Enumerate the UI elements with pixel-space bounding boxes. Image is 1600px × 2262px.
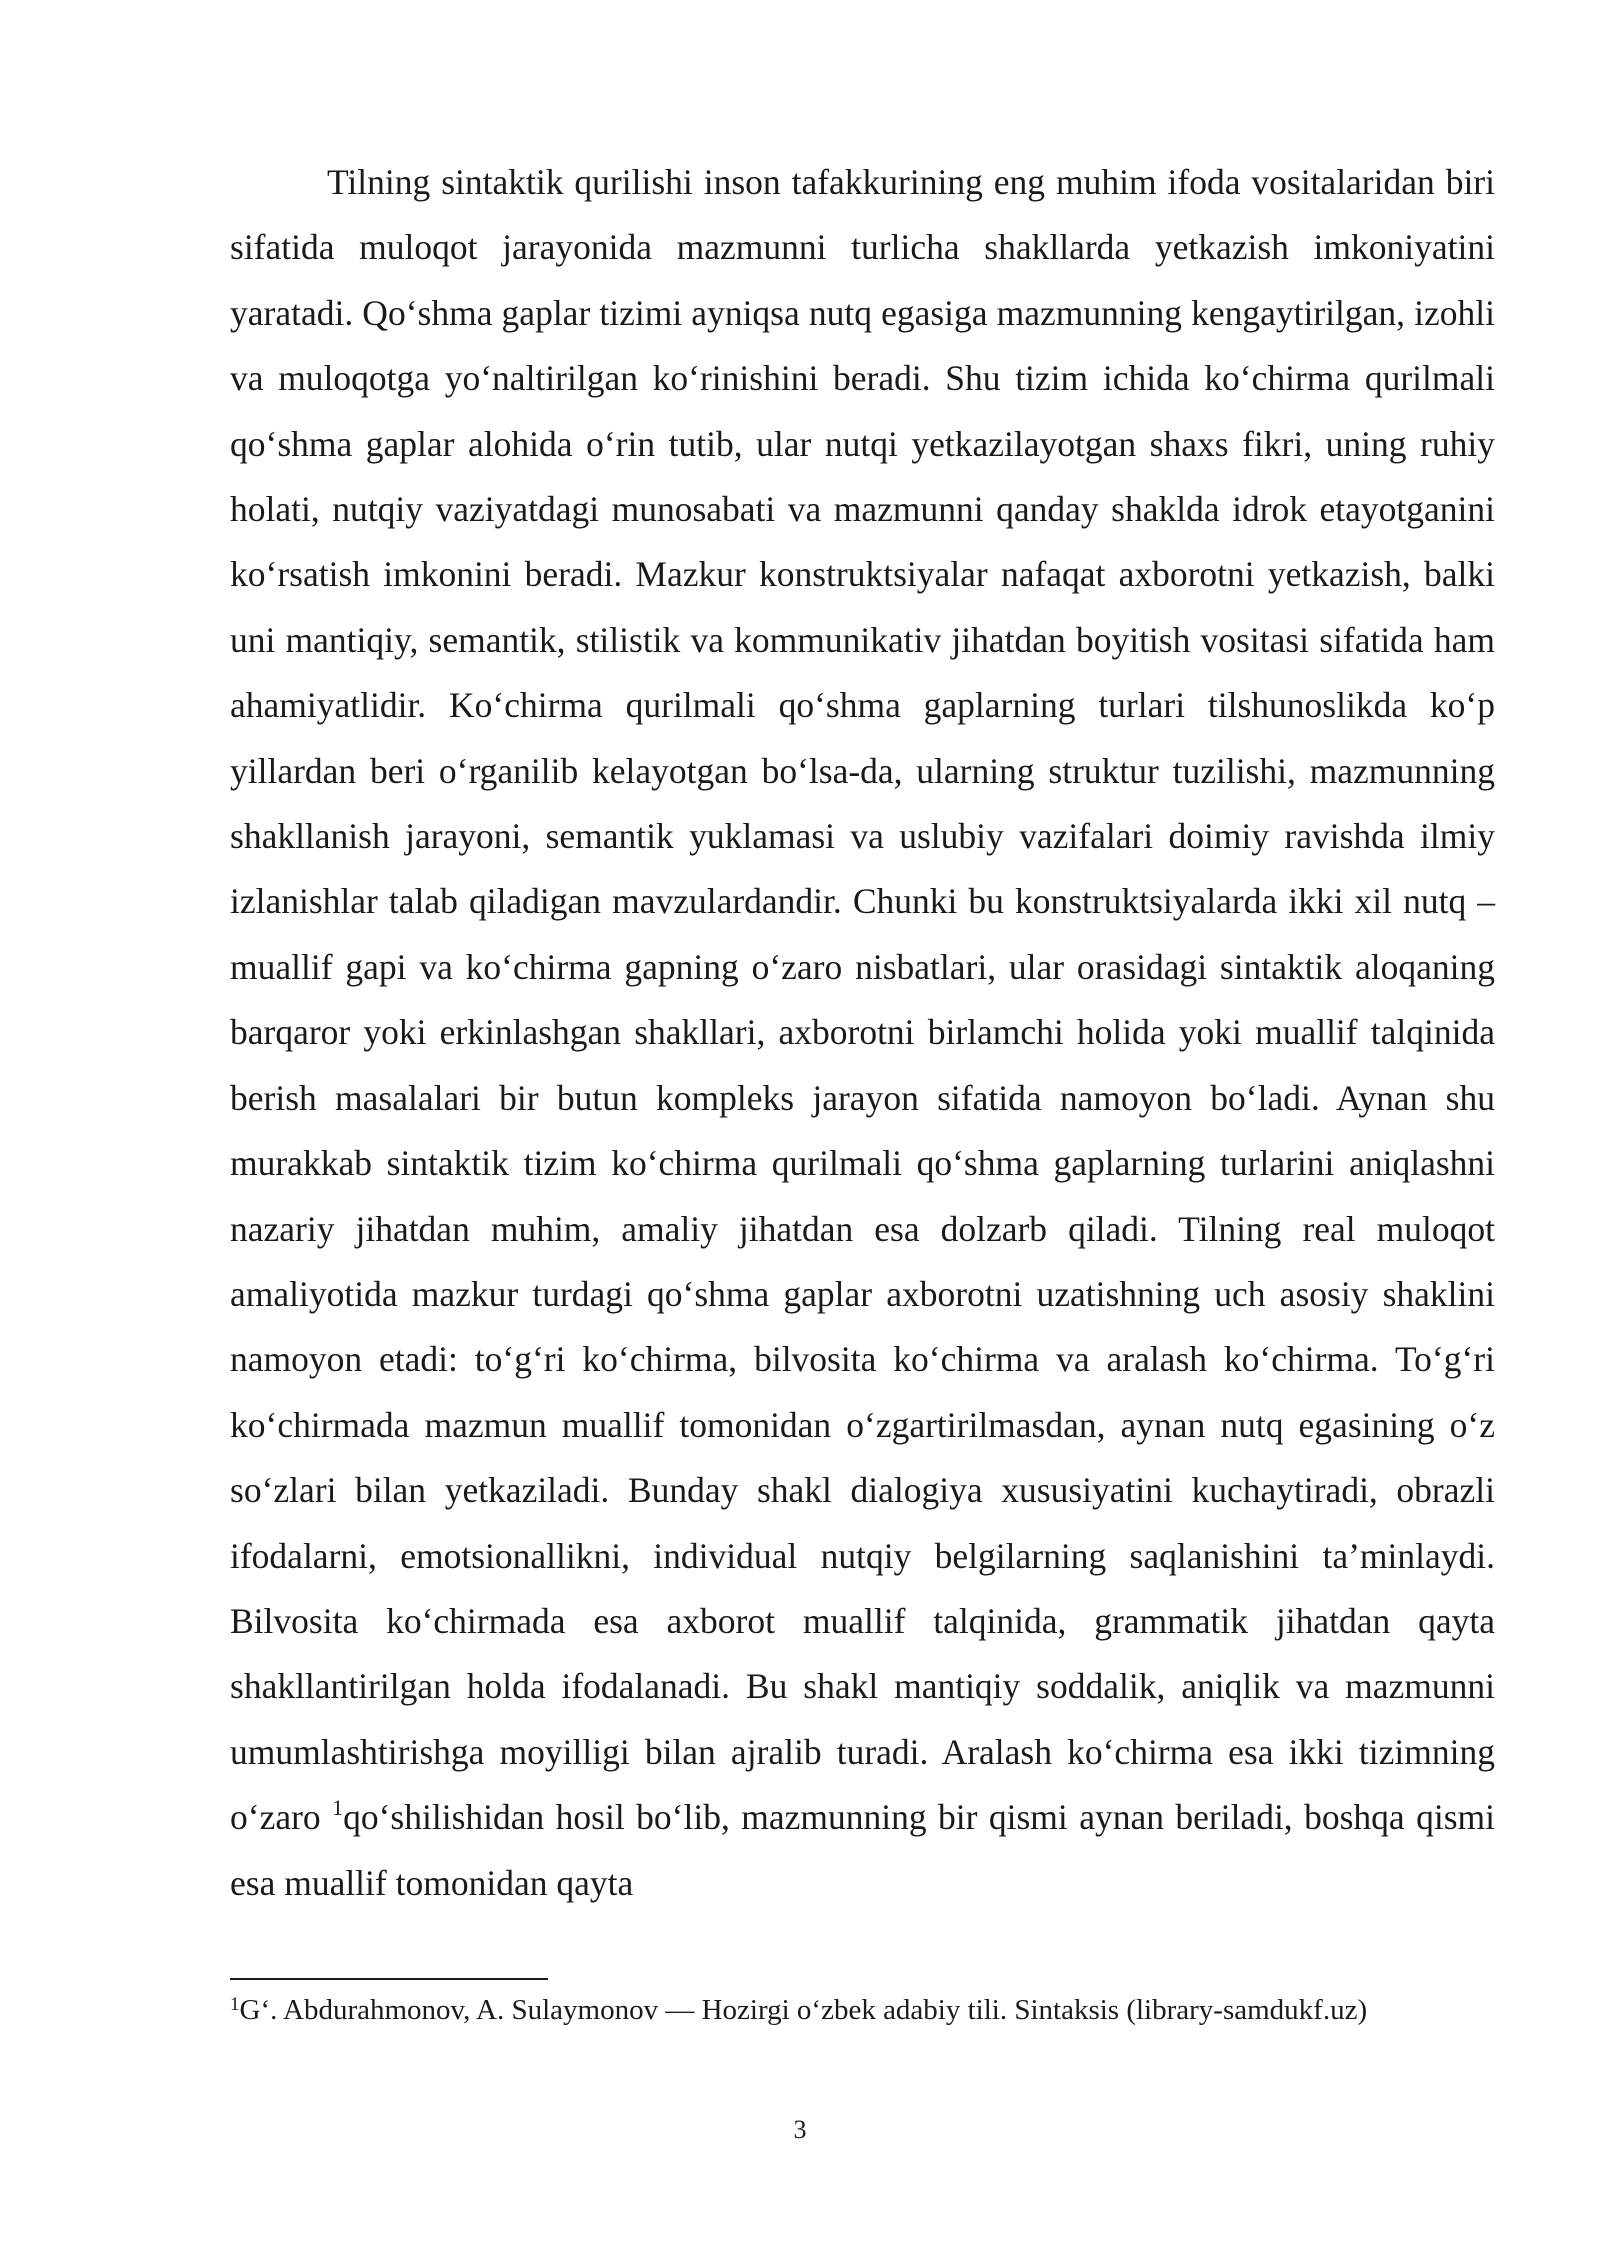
paragraph-text-after-marker: qo‘shilishidan hosil bo‘lib, mazmunning bir qismi aynan beriladi, boshqa qismi esa muallif tomonidan qayta — [230, 1797, 1495, 1903]
footnote-separator — [230, 1978, 548, 1980]
body-paragraph — [230, 150, 1495, 1916]
footnote-marker: 1 — [230, 1994, 240, 2015]
footnote-text: G‘. Abdurahmonov, A. Sulaymonov — Hozirgi o‘zbek adabiy tili. Sintaksis (library-samdukf.uz) — [239, 1994, 1368, 2026]
paragraph-text-before-marker: Tilning sintaktik qurilishi inson tafakkurining eng muhim ifoda vositalaridan biri sifatida muloqot jarayonida mazmunni turlicha shakllarda yetkazish imkoniyatini yaratadi. Qo‘shma gaplar tizimi ayniqsa nutq egasiga mazmunning kengaytirilgan, izohli va muloqotga yo‘naltirilgan ko‘rinishini beradi. Shu tizim ichida ko‘chirma qurilmali qo‘shma gaplar alohida o‘rin tutib, ular nutqi yetkazilayotgan shaxs fikri, uning ruhiy holati, nutqiy vaziyatdagi munosabati va mazmunni qanday shaklda idrok etayotganini ko‘rsatish imkonini beradi. Mazkur konstruktsiyalar nafaqat axborotni yetkazish, balki uni mantiqiy, semantik, stilistik va kommunikativ jihatdan boyitish vositasi sifatida ham ahamiyatlidir. Ko‘chirma qurilmali qo‘shma gaplarning turlari tilshunoslikda ko‘p yillardan beri o‘rganilib kelayotgan bo‘lsa-da, ularning struktur tuzilishi, mazmunning shakllanish jarayoni, semantik yuklamasi va uslubiy vazifalari doimiy ravishda ilmiy izlanishlar talab qiladigan mavzulardandir. Chunki bu konstruktsiyalarda ikki xil nutq – muallif gapi va ko‘chirma gapning o‘zaro nisbatlari, ular orasidagi sintaktik aloqaning barqaror yoki erkinlashgan shakllari, axborotni birlamchi holida yoki muallif talqinida berish masalalari bir butun kompleks jarayon sifatida namoyon bo‘ladi. Aynan shu murakkab sintaktik tizim ko‘chirma qurilmali qo‘shma gaplarning turlarini aniqlashni nazariy jihatdan muhim, amaliy jihatdan esa dolzarb qiladi. Tilning real muloqot amaliyotida mazkur turdagi qo‘shma gaplar axborotni uzatishning uch asosiy shaklini namoyon etadi: to‘g‘ri ko‘chirma, bilvosita ko‘chirma va aralash ko‘chirma. To‘g‘ri ko‘chirmada mazmun muallif tomonidan o‘zgartirilmasdan, aynan nutq egasining o‘z so‘zlari bilan yetkaziladi. Bunday shakl dialogiya xususiyatini kuchaytiradi, obrazli ifodalarni, emotsionallikni, individual nutqiy belgilarning saqlanishini ta’minlaydi. Bilvosita ko‘chirmada esa axborot muallif talqinida, grammatik jihatdan qayta shakllantirilgan holda ifodalanadi. Bu shakl mantiqiy soddalik, aniqlik va mazmunni umumlashtirishga moyilligi bilan ajralib turadi. Aralash ko‘chirma esa ikki tizimning o‘zaro — [230, 162, 1495, 1838]
page-number: 3 — [793, 2115, 807, 2144]
footnote-reference[interactable]: 1 — [332, 1795, 344, 1821]
footnote — [230, 1990, 1500, 2030]
